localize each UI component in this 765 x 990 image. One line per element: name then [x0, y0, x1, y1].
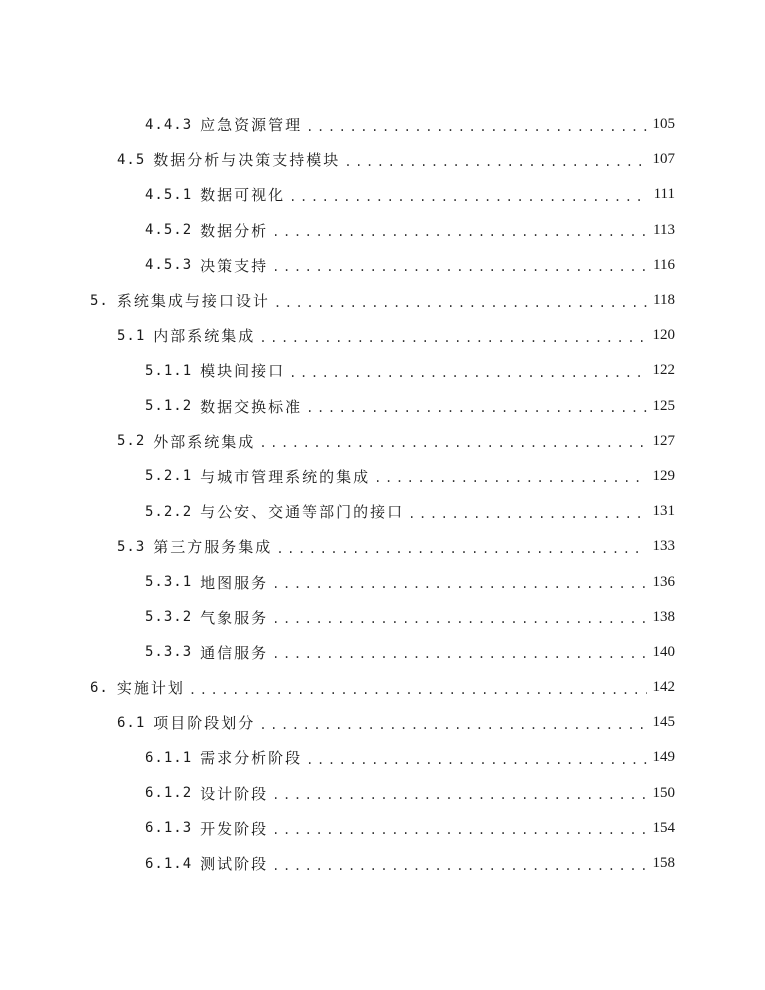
toc-entry-page: 158 — [652, 855, 675, 872]
toc-entry-page: 125 — [652, 397, 675, 414]
toc-entry-page: 107 — [652, 151, 675, 168]
dot-leader — [259, 718, 646, 732]
dot-leader — [306, 753, 646, 767]
dot-leader — [374, 471, 646, 485]
toc-entry-title: 测试阶段 — [200, 855, 269, 874]
toc-entry-number: 4.4.3 — [145, 116, 193, 133]
dot-leader — [289, 190, 647, 204]
toc-entry-number: 4.5 — [117, 151, 146, 168]
toc-entry[interactable] — [0, 564, 765, 599]
table-of-contents — [0, 107, 765, 881]
toc-entry[interactable] — [0, 740, 765, 775]
toc-entry-title: 气象服务 — [200, 608, 269, 627]
dot-leader — [344, 155, 646, 169]
toc-entry-title: 需求分析阶段 — [200, 749, 303, 768]
toc-entry[interactable] — [0, 846, 765, 881]
toc-entry-page: 142 — [652, 679, 675, 696]
dot-leader — [259, 331, 646, 345]
toc-entry[interactable] — [0, 353, 765, 388]
toc-entry-title: 开发阶段 — [200, 819, 269, 838]
toc-entry[interactable] — [0, 529, 765, 564]
toc-entry-page: 116 — [653, 256, 675, 273]
dot-leader — [276, 542, 646, 556]
toc-entry[interactable] — [0, 600, 765, 635]
dot-leader — [272, 859, 646, 873]
toc-entry-title: 模块间接口 — [200, 362, 286, 381]
toc-entry[interactable] — [0, 283, 765, 318]
toc-entry-number: 6.1.3 — [145, 820, 193, 837]
toc-entry-page: 127 — [652, 432, 675, 449]
toc-entry[interactable] — [0, 318, 765, 353]
toc-entry-title: 第三方服务集成 — [153, 538, 273, 557]
toc-entry-number: 4.5.3 — [145, 257, 193, 274]
toc-entry-title: 应急资源管理 — [200, 116, 303, 135]
toc-entry-number: 5.3.1 — [145, 574, 193, 591]
toc-entry[interactable] — [0, 459, 765, 494]
dot-leader — [306, 120, 646, 134]
toc-entry-number: 5.2.2 — [145, 503, 193, 520]
toc-entry[interactable] — [0, 248, 765, 283]
toc-entry-number: 5. — [90, 292, 109, 309]
toc-entry-title: 与城市管理系统的集成 — [200, 467, 371, 486]
toc-entry[interactable] — [0, 776, 765, 811]
toc-entry-page: 129 — [652, 467, 675, 484]
toc-entry-number: 5.2.1 — [145, 468, 193, 485]
toc-entry[interactable] — [0, 670, 765, 705]
toc-entry[interactable] — [0, 389, 765, 424]
toc-entry-page: 136 — [652, 573, 675, 590]
toc-entry-page: 131 — [652, 503, 675, 520]
dot-leader — [272, 612, 646, 626]
toc-entry-title: 地图服务 — [200, 573, 269, 592]
toc-entry-page: 120 — [652, 327, 675, 344]
dot-leader — [306, 401, 646, 415]
dot-leader — [272, 225, 647, 239]
toc-entry[interactable] — [0, 213, 765, 248]
toc-entry-page: 154 — [652, 819, 675, 836]
toc-entry-title: 数据分析与决策支持模块 — [153, 151, 341, 170]
toc-entry-title: 数据交换标准 — [200, 397, 303, 416]
dot-leader — [272, 788, 646, 802]
toc-entry-title: 设计阶段 — [200, 784, 269, 803]
toc-entry-title: 数据分析 — [200, 221, 269, 240]
toc-entry-page: 113 — [653, 221, 675, 238]
toc-entry-title: 数据可视化 — [200, 186, 286, 205]
toc-entry-page: 122 — [652, 362, 675, 379]
dot-leader — [272, 260, 647, 274]
toc-entry-title: 系统集成与接口设计 — [116, 292, 270, 311]
dot-leader — [259, 436, 646, 450]
toc-entry-title: 实施计划 — [116, 679, 185, 698]
toc-entry-page: 140 — [652, 643, 675, 660]
toc-entry[interactable] — [0, 705, 765, 740]
dot-leader — [272, 577, 646, 591]
toc-entry-number: 6. — [90, 679, 109, 696]
dot-leader — [408, 507, 646, 521]
toc-entry-title: 内部系统集成 — [153, 327, 256, 346]
toc-entry-number: 5.1.2 — [145, 398, 193, 415]
toc-entry[interactable] — [0, 107, 765, 142]
toc-entry-page: 138 — [652, 608, 675, 625]
toc-entry[interactable] — [0, 811, 765, 846]
toc-entry-number: 5.3.2 — [145, 609, 193, 626]
toc-entry-page: 105 — [652, 116, 675, 133]
toc-entry-page: 118 — [653, 292, 675, 309]
toc-entry[interactable] — [0, 142, 765, 177]
toc-entry-number: 5.3.3 — [145, 644, 193, 661]
toc-entry-number: 6.1.2 — [145, 785, 193, 802]
toc-entry[interactable] — [0, 424, 765, 459]
toc-entry-number: 5.2 — [117, 433, 146, 450]
toc-entry-title: 决策支持 — [200, 256, 269, 275]
toc-entry-title: 通信服务 — [200, 643, 269, 662]
dot-leader — [289, 366, 646, 380]
toc-entry-number: 5.1.1 — [145, 362, 193, 379]
toc-entry-number: 6.1.4 — [145, 855, 193, 872]
toc-entry-page: 150 — [652, 784, 675, 801]
toc-entry[interactable] — [0, 635, 765, 670]
toc-entry-page: 133 — [652, 538, 675, 555]
toc-entry-page: 149 — [652, 749, 675, 766]
toc-entry[interactable] — [0, 177, 765, 212]
toc-entry-page: 111 — [653, 186, 675, 203]
toc-entry-title: 外部系统集成 — [153, 432, 256, 451]
toc-entry-number: 5.3 — [117, 538, 146, 555]
toc-entry-number: 4.5.1 — [145, 186, 193, 203]
toc-entry-number: 5.1 — [117, 327, 146, 344]
toc-entry-number: 4.5.2 — [145, 222, 193, 239]
toc-entry[interactable] — [0, 494, 765, 529]
toc-entry-number: 6.1 — [117, 714, 146, 731]
toc-entry-title: 与公安、交通等部门的接口 — [200, 503, 405, 522]
dot-leader — [272, 647, 646, 661]
dot-leader — [189, 683, 647, 697]
toc-entry-number: 6.1.1 — [145, 749, 193, 766]
toc-entry-page: 145 — [652, 714, 675, 731]
toc-entry-title: 项目阶段划分 — [153, 714, 256, 733]
dot-leader — [272, 823, 646, 837]
dot-leader — [274, 296, 647, 310]
